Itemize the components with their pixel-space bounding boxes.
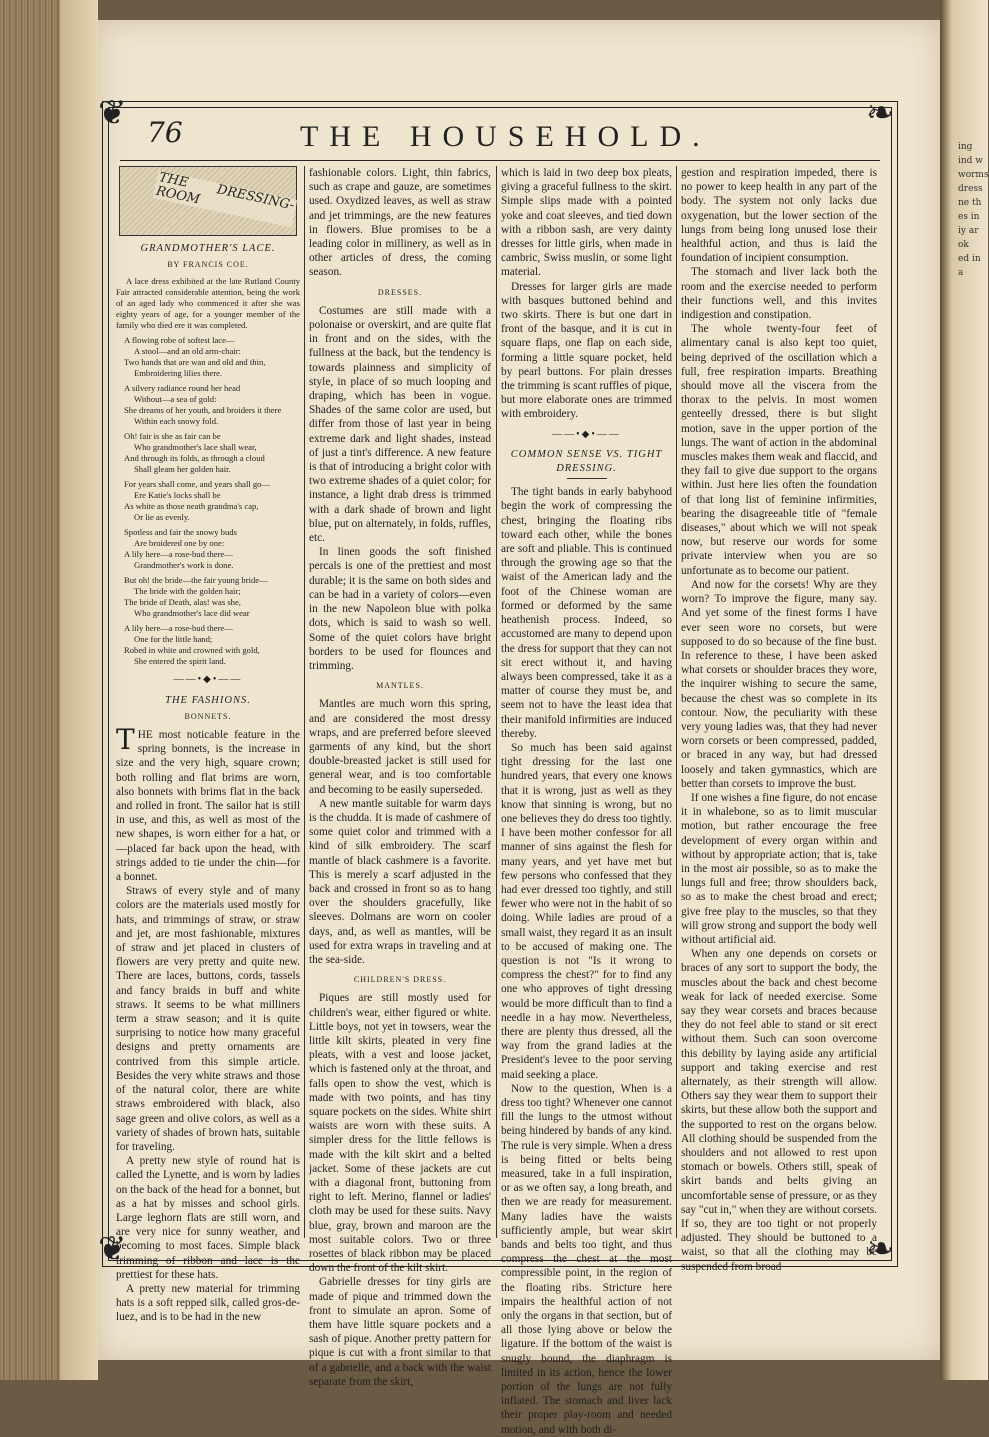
page-number: 76	[147, 116, 183, 149]
poem-line: The bride of Death, alas! was she,	[124, 597, 241, 608]
poem-line: The bride with the golden hair;	[134, 586, 241, 597]
drop-cap: T	[116, 723, 135, 757]
section-ornament: ——•◆•——	[173, 674, 243, 686]
poem-line: A lily here—a rose-bud there—	[124, 549, 233, 560]
facing-page-fragment: iy ar	[958, 226, 979, 236]
header-rule	[120, 160, 880, 161]
paragraph: Now to the question, When is a dress too tight? Whenever one cannot fill the lungs to the utmost without being hindered by bands of any kind. The rule is very simple. When a dress is being fitted or belts being measured, take in a full inspiration, or as we often say, a long breath, and then we are ready for measurement. Many ladies have the waists sufficiently ample, but wear skirt bands and belts too tight, and thus compress the chest at the most compressible point, in the region of the floating ribs. Stricture here impairs the healthful action of not only the organs in that section, but of all those lying above or below the ligature. If the bottom of the waist is snugly bound, the diaphragm is limited in its action, hence the lower portion of the lungs are not fully inflated. The stomach and liver lack their proper play-room and needed motion, and with both di-	[501, 1082, 672, 1436]
poem-line: A lily here—a rose-bud there—	[124, 623, 233, 634]
corner-ornament-icon: ❧	[866, 1229, 895, 1269]
paragraph: In linen goods the soft finished percals is one of the prettiest and most durable; it is the same on both sides and can be had in a variety of colors—even in the new Napoleon blue with polka dots, which is said to wash so well. Some of the quiet colors have bright borders to be used for flounces and trimming.	[309, 546, 491, 672]
paragraph: gestion and respiration impeded, there is no power to keep health in any part of the body. The system not only lacks due oxygenation, but the lower section of the lungs from being long unused lose their healthful action, and thus is laid the foundation of incipient consumption.	[681, 167, 877, 265]
paragraph: which is laid in two deep box pleats, giving a graceful fullness to the skirt. Simple slips made with a pointed yoke and coat sleeves, and tied down with a ribbon sash, are very dainty dresses for little girls, when made in cambric, Swiss muslin, or some light material.	[501, 167, 672, 279]
poem-line: She entered the spirit land.	[134, 656, 226, 667]
facing-page-fragment: ok	[958, 240, 969, 250]
paragraph: If one wishes a fine figure, do not encase it in whalebone, so as to limit muscular motion, but rather encourage the free development of every organ within and without by appropriate action; that is, take in the most air possible, so as to make the lungs full and free; throw shoulders back, so as to make the chest broad and erect; give free play to the muscles, so that they will grow strong and support the body well without artificial aid.	[681, 791, 877, 946]
poem-line: But oh! the bride—the fair young bride—	[124, 575, 268, 586]
paragraph: A new mantle suitable for warm days is the chudda. It is made of cashmere of some quiet color and trimmed with a kind of silk embroidery. The scarf mantle of black cashmere is a favorite. This is merely a scarf adjusted in the back and crossed in front so as to hang over the shoulders gracefully, like sleeves. Dolmans are worn on cooler days, and, as well as mantles, will be used for extra wraps in traveling and at the sea-side.	[309, 797, 491, 966]
poem-intro: A lace dress exhibited at the late Rutland County Fair attracted considerable attention, being the work of an aged lady who commenced it after she was eighty years of age, for a younger member of the family who died ere it was completed.	[116, 276, 300, 331]
poem-stanza	[124, 479, 300, 523]
poem-line: Or lie as evenly.	[134, 512, 190, 523]
poem-stanza	[124, 383, 300, 427]
column-4	[681, 166, 877, 1273]
poem-line: Ere Katie's locks shall be	[134, 490, 221, 501]
column-divider	[304, 166, 305, 1238]
poem-line: As white as those neath grandma's cap,	[124, 501, 259, 512]
paragraph: The tight bands in early babyhood begin the work of compressing the chest, bringing the floating ribs toward each other, while the bones are soft and pliable. This is continued through the growing age so that the waist of the American lady and the foot of the Chinese woman are formed or deformed by the same heathenish process. Indeed, so accustomed are many to depend upon the dress for support that they can not sit erect without it, and having always been compressed, take it as a matter of course they must be, and seem not to have the least idea that their manifold infirmities are induced thereby.	[501, 486, 672, 740]
bonnets-subheading: BONNETS.	[184, 711, 232, 721]
facing-page-fragment: es in	[958, 212, 980, 222]
facing-page-fragment: dress	[958, 184, 983, 194]
book-spine	[0, 0, 60, 1380]
poem-line: She dreams of her youth, and broiders it there	[124, 405, 282, 416]
column-2	[309, 166, 491, 1388]
paragraph: A pretty new style of round hat is called the Lynette, and is worn by ladies on the back of the head for a bonnet, but as a hat by misses and school girls. Large leghorn flats are still worn, and are very nice for sunny weather, and becoming to most faces. Simple black trimming of ribbon and lace is the prettiest for these hats.	[116, 1155, 300, 1281]
column-1	[116, 166, 300, 1324]
poem-line: Shall gleam her golden hair.	[134, 464, 231, 475]
poem-line: Spotless and fair the snowy buds	[124, 527, 237, 538]
poem-stanza	[124, 575, 300, 619]
page-gutter	[60, 0, 98, 1380]
paragraph: And now for the corsets! Why are they worn? To improve the figure, many say. And yet some of the finest forms I have ever seen wore no corsets, but were supposed to do so because of the fine bust. In reference to these, I have been asked what corsets or shoulder braces they wore, the inquirer wishing to secure the same, because the chest was so complete in its contour. Now, the peculiarity with these very young ladies was, that they had never worn corsets or been compressed, padded, or braced in any way, but had dressed loosely and taken gymnastics, which are better than corsets to improve the bust.	[681, 578, 877, 790]
column-divider	[496, 166, 497, 1238]
paragraph: HE most noticable feature in the spring bonnets, is the increase in size and the very high, square crown; both rolling and flat brims are worn, also bonnets with brims flat in the back and rolled in front. The sailor hat is still in use, and this, as well as most of the new shapes, is worn either for a hat, or—placed far back upon the head, with strings added to tie under the chin—for a bonnet.	[116, 729, 300, 884]
poem-line: For years shall come, and years shall go—	[124, 479, 271, 490]
poem-line: Embroidering lilies there.	[134, 368, 223, 379]
illustration-label: THE DRESSING-ROOM	[153, 171, 298, 228]
paragraph: A pretty new material for trimming hats is a soft repped silk, called gros-de-luez, and is to be had in the new	[116, 1282, 300, 1324]
poem-line: Within each snowy fold.	[134, 416, 219, 427]
facing-page-fragment: ing	[958, 142, 973, 152]
poem-line: Who grandmother's lace shall wear,	[134, 442, 257, 453]
facing-page-fragment: a	[958, 268, 964, 278]
paragraph: Straws of every style and of many colors are the materials used mostly for hats, and trimmings of straw, or straw and jet, are most fashionable, mixtures of straw and jet placed in clusters of flowers are very pretty and quite new. There are laces, buttons, cords, tassels and fancy braids in buff and white straws. It seems to be what milliners term a straw season; and it is quite surprising to notice how many graceful designs and pretty ornaments are contrived from this simple article. Besides the very white straws and those of the natural color, there are white straws embroidered with black, also sage green and olive colors, as well as a variety of shades of brown hats, suitable for traveling.	[116, 885, 300, 1153]
paragraph: Mantles are much worn this spring, and are considered the most dressy wraps, and are preferred before sleeved garments of any kind, but the short double-breasted jacket is still used for general wear, and is too comfortable and becoming to be easily superseded.	[309, 698, 491, 796]
poem-title: GRANDMOTHER'S LACE.	[140, 243, 276, 254]
fashions-heading: THE FASHIONS.	[165, 694, 251, 706]
poem-stanza	[124, 623, 300, 667]
corner-ornament-icon: ❦	[98, 1229, 127, 1269]
poem-line: Two hands that are wan and old and thin,	[124, 357, 266, 368]
poem-line: Who grandmother's lace did wear	[134, 608, 250, 619]
poem	[116, 335, 300, 667]
poem-byline: BY FRANCIS COE.	[167, 260, 249, 270]
corner-ornament-icon: ❦	[98, 93, 127, 133]
facing-page-text	[958, 140, 988, 280]
heading-rule	[567, 478, 607, 479]
paragraph: The whole twenty-four feet of alimentary canal is also kept too quiet, being deprived of the oscillation which a full, free respiration imparts. Breathing should move all the viscera from the thorax to the pelvis. In most women genteelly dressed, there is but slight motion, save in the upper portion of the lungs. The want of action in the abdominal muscles makes them weak and flaccid, and they fail to give due support to the organs within. Just here lies often the foundation of that long list of feminine infirmities, bearing the disagreeable title of "female diseases," about which we will not speak now, but reserve our words for some private interview when you are so unfortunate as to become our patient.	[681, 323, 877, 577]
column-3	[501, 166, 672, 1436]
poem-line: A flowing robe of softest lace—	[124, 335, 235, 346]
article-heading: COMMON SENSE VS. TIGHT DRESSING.	[510, 448, 663, 475]
dresses-subheading: DRESSES.	[377, 287, 423, 297]
poem-line: And through its folds, as through a cloud	[124, 453, 265, 464]
poem-stanza	[124, 527, 300, 571]
paragraph: Gabrielle dresses for tiny girls are made of pique and trimmed down the front to simulate an apron. Some of them have little square pockets and a sash of pique. Another pretty pattern for pique is cut with a front similar to that of a gabrielle, and a back with the waist separate from the skirt,	[309, 1276, 491, 1388]
poem-line: Without—a sea of gold:	[134, 394, 217, 405]
poem-line: Oh! fair is she as fair can be	[124, 431, 221, 442]
facing-page-fragment: worms	[958, 170, 989, 180]
poem-line: One for the little hand;	[134, 634, 213, 645]
childrens-dress-subheading: CHILDREN'S DRESS.	[353, 975, 447, 985]
corner-ornament-icon: ❧	[866, 93, 895, 133]
mantles-subheading: MANTLES.	[376, 681, 424, 691]
facing-page-fragment: ne th	[958, 198, 982, 208]
page-title: THE HOUSEHOLD.	[300, 120, 711, 153]
paragraph: Costumes are still made with a polonaise or overskirt, and are quite flat in front and on the sides, with the fullness at the back, but the tendency is towards plainness and simplicity of style, in place of so much looping and draping, which has been in vogue. Shades of the same color are used, but differ from those of last year in being extreme dark and light shades, instead of just a tint's difference. A new feature is that of introducing a bright color with two extreme shades of a quiet color; for instance, a light drab dress is trimmed with a dark shade of brown and light blue, put on alternately, in folds, ruffles, etc.	[309, 304, 491, 545]
poem-stanza	[124, 335, 300, 379]
paragraph: When any one depends on corsets or braces of any sort to support the body, the muscles about the back and chest become weak for lack of needed exercise. Some say they wear corsets and braces because they do not feel able to stand or sit erect without them. Such can soon overcome this debility by laying aside any artificial support and taking exercise and rest alternately, as their strength will allow. Others say they wear them to support their skirts, but these allow both the support and the supported to rest on the organs below. All clothing should be suspended from the shoulders and not allowed to rest upon stomach or bowels. Others still, speak of skirt bands and belts giving an uncomfortable sense of pressure, or as they say "cut in," when they are without corsets. If so, they are too tight or not properly adjusted. They should be buttoned to a waist, so that all the clothing may be suspended from broad	[681, 948, 877, 1273]
dressing-room-illustration	[119, 166, 297, 236]
paragraph: Piques are still mostly used for children's wear, either figured or white. Little boys, not yet in towsers, wear the little kilt skirts, pleated in very fine pleats, with a vest and loose jacket, which is fastened only at the throat, and falls open to show the vest, which is made with two points, and has tiny square pockets on the sides. White shirt waists are worn with these suits. A simpler dress for the little fellows is made with the kilt skirt and a belted jacket. Some of these jackets are cut with a diagonal front, buttoning from right to left. Merino, flannel or ladies' cloth may be used for these suits. Navy blue, gray, brown and maroon are the most suitable colors. Two or three rosettes of black ribbon may be placed down the front of the kilt skirt.	[309, 992, 491, 1275]
poem-stanza	[124, 431, 300, 475]
facing-page-fragment: ind w	[958, 156, 984, 166]
poem-line: Robed in white and crowned with gold,	[124, 645, 260, 656]
paragraph: fashionable colors. Light, thin fabrics, such as crape and gauze, are sometimes used. Oxydized leaves, as well as straw and jet trimmings, are the new features in flowers. Blue promises to be a leading color in millinery, as well as in other articles of dress, the coming season.	[309, 167, 491, 279]
paragraph: The stomach and liver lack both the room and the exercise needed to perform their functions well, and this invites indigestion and constipation.	[681, 266, 877, 322]
column-divider	[676, 166, 677, 1238]
poem-line: A silvery radiance round her head	[124, 383, 241, 394]
facing-page-fragment: ed in	[958, 254, 981, 264]
section-ornament: ——•◆•——	[552, 428, 621, 440]
poem-line: A stool—and an old arm-chair:	[134, 346, 241, 357]
paragraph: Dresses for larger girls are made with basques buttoned behind and two skirts. There is but one dart in front of the basque, and it is cut in square flaps, one flap on each side, forming a little square pocket, held by pearl buttons. For plain dresses the trimming is scant ruffles of pique, but more elaborate ones are trimmed with embroidery.	[501, 280, 672, 421]
poem-line: Are broidered one by one:	[134, 538, 225, 549]
poem-line: Grandmother's work is done.	[134, 560, 234, 571]
paragraph: So much has been said against tight dressing for the last one hundred years, that every one knows that it is wrong, just as well as they know that sinning is wrong, but no one believes they do dress too tightly. I have been mother confessor for all manner of sins against the flesh for many years, and yet have met but few persons who confessed that they had ever dressed too tightly, and still fewer who were not in the habit of so doing. While ladies are proud of a small waist, they regard it as an insult to be accused of making one. The question is not "Is it wrong to compress the chest?" for to find any one who approves of tight dressing would be more difficult than to find a needle in a hay mow. Nevertheless, there are plenty thus dressed, all the way from the grand ladies at the President's levee to the poor serving maid seeking a place.	[501, 741, 672, 1081]
